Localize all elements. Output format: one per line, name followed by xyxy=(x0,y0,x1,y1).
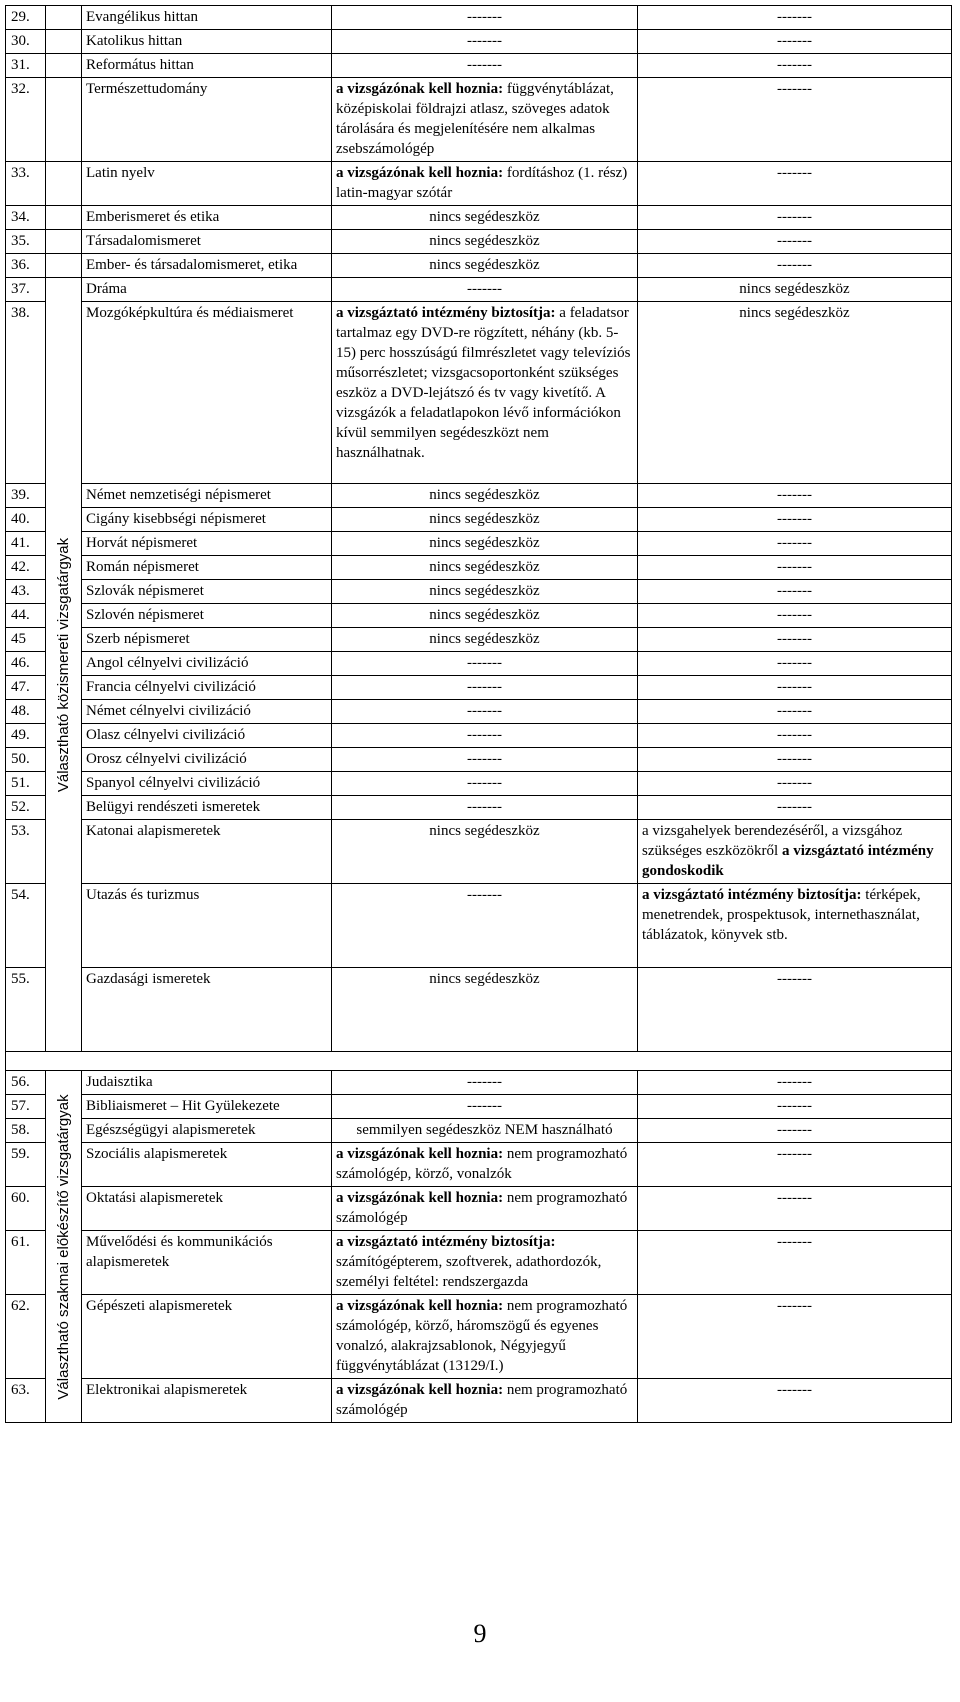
written-aids-cell: ------- xyxy=(332,724,638,748)
oral-aids-cell: ------- xyxy=(638,1187,952,1231)
group-label-cell xyxy=(46,1071,82,1423)
subject-cell: Orosz célnyelvi civilizáció xyxy=(82,748,332,772)
written-bold-text: a vizsgázónak kell hoznia: xyxy=(336,165,504,181)
table-row xyxy=(6,302,952,484)
table-row xyxy=(6,532,952,556)
written-aids-cell: nincs segédeszköz xyxy=(332,508,638,532)
written-aids-cell xyxy=(332,162,638,206)
group-cell-empty xyxy=(46,30,82,54)
subject-cell: Belügyi rendészeti ismeretek xyxy=(82,796,332,820)
subject-cell: Emberismeret és etika xyxy=(82,206,332,230)
oral-aids-cell: ------- xyxy=(638,1379,952,1423)
row-number: 55. xyxy=(6,968,46,1052)
written-aids-cell: nincs segédeszköz xyxy=(332,628,638,652)
row-number: 38. xyxy=(6,302,46,484)
group-label: Választható közismereti vizsgatárgyak xyxy=(54,537,72,792)
row-number: 29. xyxy=(6,6,46,30)
oral-aids-cell: ------- xyxy=(638,6,952,30)
oral-aids-cell: ------- xyxy=(638,556,952,580)
table-row xyxy=(6,230,952,254)
subject-cell: Evangélikus hittan xyxy=(82,6,332,30)
oral-aids-cell: ------- xyxy=(638,230,952,254)
subject-cell: Szlovák népismeret xyxy=(82,580,332,604)
row-number: 43. xyxy=(6,580,46,604)
oral-aids-cell: ------- xyxy=(638,580,952,604)
oral-aids-cell: ------- xyxy=(638,508,952,532)
table-row xyxy=(6,484,952,508)
row-number: 46. xyxy=(6,652,46,676)
table-row xyxy=(6,1119,952,1143)
group-cell-empty xyxy=(46,78,82,162)
table-row xyxy=(6,78,952,162)
row-number: 32. xyxy=(6,78,46,162)
subject-cell: Francia célnyelvi civilizáció xyxy=(82,676,332,700)
oral-text: térképek, menetrendek, prospektusok, internethasználat, táblázatok, könyvek stb. xyxy=(642,887,921,943)
table-row xyxy=(6,884,952,968)
group-cell-empty xyxy=(46,254,82,278)
oral-aids-cell: ------- xyxy=(638,1119,952,1143)
written-bold-text: a vizsgázónak kell hoznia: xyxy=(336,1382,504,1398)
table-row xyxy=(6,580,952,604)
table-row xyxy=(6,820,952,884)
row-number: 36. xyxy=(6,254,46,278)
row-number: 39. xyxy=(6,484,46,508)
subject-cell: Cigány kisebbségi népismeret xyxy=(82,508,332,532)
table-row xyxy=(6,1231,952,1295)
oral-aids-cell: ------- xyxy=(638,1071,952,1095)
oral-aids-cell: ------- xyxy=(638,206,952,230)
row-number: 50. xyxy=(6,748,46,772)
oral-aids-cell: ------- xyxy=(638,54,952,78)
row-number: 49. xyxy=(6,724,46,748)
row-number: 41. xyxy=(6,532,46,556)
group-cell-empty xyxy=(46,6,82,30)
written-text: nem programozható számológép xyxy=(336,1190,628,1226)
row-number: 45 xyxy=(6,628,46,652)
table-row xyxy=(6,724,952,748)
written-text: függvénytáblázat, középiskolai földrajzi atlasz, szöveges adatok tárolására és megjelenítésére nem alkalmas zsebszámológép xyxy=(336,81,614,157)
table-row xyxy=(6,604,952,628)
table-row xyxy=(6,700,952,724)
written-text: nem programozható számológép, körző, vonalzók xyxy=(336,1146,628,1182)
subject-cell: Angol célnyelvi civilizáció xyxy=(82,652,332,676)
subject-cell: Utazás és turizmus xyxy=(82,884,332,968)
oral-aids-cell: ------- xyxy=(638,78,952,162)
written-aids-cell: ------- xyxy=(332,1071,638,1095)
subject-cell: Katolikus hittan xyxy=(82,30,332,54)
oral-aids-cell: ------- xyxy=(638,652,952,676)
table-row xyxy=(6,1071,952,1095)
oral-text: a vizsgahelyek berendezéséről, a vizsgához szükséges eszközökről xyxy=(642,823,903,859)
row-number: 34. xyxy=(6,206,46,230)
table-row xyxy=(6,1143,952,1187)
oral-aids-cell: ------- xyxy=(638,1231,952,1295)
row-number: 40. xyxy=(6,508,46,532)
group-cell-empty xyxy=(46,54,82,78)
subject-cell: Gazdasági ismeretek xyxy=(82,968,332,1052)
written-aids-cell: nincs segédeszköz xyxy=(332,254,638,278)
oral-aids-cell: ------- xyxy=(638,1295,952,1379)
document-page xyxy=(5,5,951,1423)
oral-aids-cell: ------- xyxy=(638,772,952,796)
section-gap-cell xyxy=(6,1052,952,1071)
written-aids-cell: ------- xyxy=(332,748,638,772)
oral-aids-cell: ------- xyxy=(638,1095,952,1119)
row-number: 61. xyxy=(6,1231,46,1295)
subject-cell: Bibliaismeret – Hit Gyülekezete xyxy=(82,1095,332,1119)
table-row xyxy=(6,772,952,796)
written-bold-text: a vizsgázónak kell hoznia: xyxy=(336,1298,504,1314)
subject-cell: Oktatási alapismeretek xyxy=(82,1187,332,1231)
oral-bold-text: a vizsgáztató intézmény biztosítja: xyxy=(642,887,862,903)
oral-aids-cell: ------- xyxy=(638,724,952,748)
group-label: Választható szakmai előkészítő vizsgatárgyak xyxy=(54,1093,72,1400)
page-number: 9 xyxy=(473,1619,487,1648)
subject-cell: Társadalomismeret xyxy=(82,230,332,254)
table-row xyxy=(6,676,952,700)
table-row xyxy=(6,254,952,278)
written-aids-cell: ------- xyxy=(332,884,638,968)
written-aids-cell: ------- xyxy=(332,652,638,676)
table-row xyxy=(6,508,952,532)
written-aids-cell: ------- xyxy=(332,30,638,54)
subject-cell: Ember- és társadalomismeret, etika xyxy=(82,254,332,278)
oral-aids-cell: ------- xyxy=(638,484,952,508)
table-row xyxy=(6,628,952,652)
group-cell-empty xyxy=(46,206,82,230)
oral-aids-cell: nincs segédeszköz xyxy=(638,302,952,484)
written-aids-cell: ------- xyxy=(332,278,638,302)
oral-aids-cell: ------- xyxy=(638,796,952,820)
table-row xyxy=(6,162,952,206)
written-aids-cell: nincs segédeszköz xyxy=(332,556,638,580)
subject-cell: Elektronikai alapismeretek xyxy=(82,1379,332,1423)
oral-aids-cell: ------- xyxy=(638,968,952,1052)
subject-cell: Olasz célnyelvi civilizáció xyxy=(82,724,332,748)
table-row xyxy=(6,968,952,1052)
written-text: nem programozható számológép xyxy=(336,1382,628,1418)
subject-cell: Német nemzetiségi népismeret xyxy=(82,484,332,508)
subject-cell: Judaisztika xyxy=(82,1071,332,1095)
table-row xyxy=(6,748,952,772)
row-number: 54. xyxy=(6,884,46,968)
exam-aids-table xyxy=(5,5,952,1423)
written-text: a feladatsor tartalmaz egy DVD-re rögzített, néhány (kb. 5-15) perc hosszúságú filmrészletet vagy televíziós műsorrészletet; vizsgacsoportonként szükséges eszköz a DVD-lejátszó és tv vagy kivetítő. A vizsgázók a feladatlapokon lévő információkon kívül semmilyen segédeszközt nem használhatnak. xyxy=(336,305,631,461)
written-aids-cell xyxy=(332,1295,638,1379)
written-aids-cell xyxy=(332,302,638,484)
subject-cell: Gépészeti alapismeretek xyxy=(82,1295,332,1379)
written-aids-cell: ------- xyxy=(332,6,638,30)
table-row xyxy=(6,796,952,820)
written-bold-text: a vizsgáztató intézmény biztosítja: xyxy=(336,1234,556,1250)
oral-aids-cell: ------- xyxy=(638,748,952,772)
written-bold-text: a vizsgázónak kell hoznia: xyxy=(336,1190,504,1206)
row-number: 37. xyxy=(6,278,46,302)
written-aids-cell: ------- xyxy=(332,796,638,820)
table-row xyxy=(6,1187,952,1231)
row-number: 59. xyxy=(6,1143,46,1187)
table-row xyxy=(6,556,952,580)
table-row xyxy=(6,1295,952,1379)
oral-aids-cell: ------- xyxy=(638,162,952,206)
written-aids-cell: nincs segédeszköz xyxy=(332,532,638,556)
written-aids-cell xyxy=(332,1143,638,1187)
row-number: 42. xyxy=(6,556,46,580)
row-number: 35. xyxy=(6,230,46,254)
oral-aids-cell: ------- xyxy=(638,1143,952,1187)
written-aids-cell: nincs segédeszköz xyxy=(332,604,638,628)
subject-cell: Természettudomány xyxy=(82,78,332,162)
group-cell-empty xyxy=(46,230,82,254)
group-cell-empty xyxy=(46,162,82,206)
row-number: 53. xyxy=(6,820,46,884)
row-number: 60. xyxy=(6,1187,46,1231)
written-aids-cell: nincs segédeszköz xyxy=(332,968,638,1052)
written-text: fordításhoz (1. rész) latin-magyar szótár xyxy=(336,165,628,201)
row-number: 31. xyxy=(6,54,46,78)
oral-aids-cell: ------- xyxy=(638,254,952,278)
row-number: 56. xyxy=(6,1071,46,1095)
subject-cell: Mozgóképkultúra és médiaismeret xyxy=(82,302,332,484)
table-row xyxy=(6,206,952,230)
oral-aids-cell: ------- xyxy=(638,700,952,724)
row-number: 47. xyxy=(6,676,46,700)
subject-cell: Szlovén népismeret xyxy=(82,604,332,628)
subject-cell: Katonai alapismeretek xyxy=(82,820,332,884)
written-aids-cell: ------- xyxy=(332,700,638,724)
oral-aids-cell xyxy=(638,884,952,968)
table-row xyxy=(6,6,952,30)
oral-aids-cell: ------- xyxy=(638,532,952,556)
row-number: 52. xyxy=(6,796,46,820)
written-aids-cell: ------- xyxy=(332,676,638,700)
oral-aids-cell: ------- xyxy=(638,30,952,54)
row-number: 62. xyxy=(6,1295,46,1379)
oral-aids-cell: nincs segédeszköz xyxy=(638,278,952,302)
subject-cell: Művelődési és kommunikációs alapismeretek xyxy=(82,1231,332,1295)
table-row xyxy=(6,54,952,78)
subject-cell: Szociális alapismeretek xyxy=(82,1143,332,1187)
table-row xyxy=(6,30,952,54)
row-number: 44. xyxy=(6,604,46,628)
row-number: 33. xyxy=(6,162,46,206)
written-aids-cell: semmilyen segédeszköz NEM használható xyxy=(332,1119,638,1143)
subject-cell: Dráma xyxy=(82,278,332,302)
written-bold-text: a vizsgázónak kell hoznia: xyxy=(336,1146,504,1162)
subject-cell: Horvát népismeret xyxy=(82,532,332,556)
row-number: 58. xyxy=(6,1119,46,1143)
written-aids-cell xyxy=(332,1379,638,1423)
written-aids-cell: nincs segédeszköz xyxy=(332,484,638,508)
subject-cell: Román népismeret xyxy=(82,556,332,580)
table-row xyxy=(6,1379,952,1423)
subject-cell: Német célnyelvi civilizáció xyxy=(82,700,332,724)
written-aids-cell: ------- xyxy=(332,54,638,78)
written-bold-text: a vizsgázónak kell hoznia: xyxy=(336,81,504,97)
table-row xyxy=(6,1095,952,1119)
written-aids-cell: nincs segédeszköz xyxy=(332,206,638,230)
group-label-cell xyxy=(46,278,82,1052)
written-aids-cell xyxy=(332,1231,638,1295)
subject-cell: Latin nyelv xyxy=(82,162,332,206)
row-number: 57. xyxy=(6,1095,46,1119)
row-number: 51. xyxy=(6,772,46,796)
written-text: nem programozható számológép, körző, háromszögű és egyenes vonalzó, alakrajzsablonok, Négyjegyű függvénytáblázat (13129/I.) xyxy=(336,1298,628,1374)
oral-aids-cell xyxy=(638,820,952,884)
table-row xyxy=(6,652,952,676)
written-aids-cell: ------- xyxy=(332,772,638,796)
section-gap xyxy=(6,1052,952,1071)
oral-aids-cell: ------- xyxy=(638,676,952,700)
subject-cell: Szerb népismeret xyxy=(82,628,332,652)
written-aids-cell: nincs segédeszköz xyxy=(332,580,638,604)
subject-cell: Református hittan xyxy=(82,54,332,78)
row-number: 48. xyxy=(6,700,46,724)
written-aids-cell: ------- xyxy=(332,1095,638,1119)
written-bold-text: a vizsgáztató intézmény biztosítja: xyxy=(336,305,556,321)
written-aids-cell: nincs segédeszköz xyxy=(332,230,638,254)
subject-cell: Spanyol célnyelvi civilizáció xyxy=(82,772,332,796)
oral-aids-cell: ------- xyxy=(638,604,952,628)
written-aids-cell: nincs segédeszköz xyxy=(332,820,638,884)
oral-aids-cell: ------- xyxy=(638,628,952,652)
written-aids-cell xyxy=(332,78,638,162)
row-number: 30. xyxy=(6,30,46,54)
table-row xyxy=(6,278,952,302)
subject-cell: Egészségügyi alapismeretek xyxy=(82,1119,332,1143)
row-number: 63. xyxy=(6,1379,46,1423)
written-aids-cell xyxy=(332,1187,638,1231)
oral-bold-text: a vizsgáztató intézmény gondoskodik xyxy=(642,843,934,879)
written-text: számítógépterem, szoftverek, adathordozók, személyi feltétel: rendszergazda xyxy=(336,1254,602,1290)
